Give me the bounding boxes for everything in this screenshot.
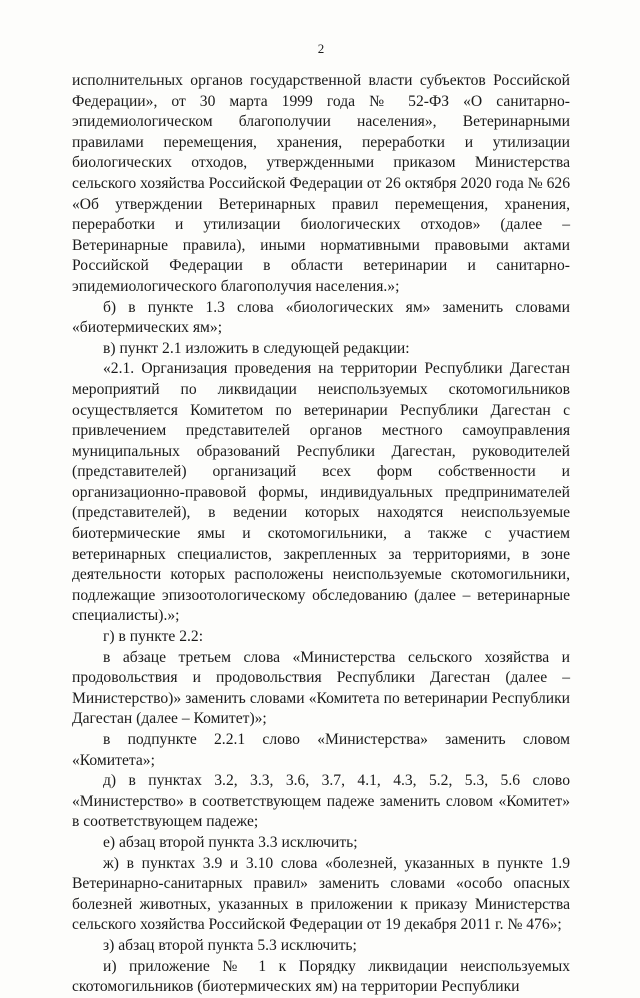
paragraph-item-z: з) абзац второй пункта 5.3 исключить; [103, 936, 357, 954]
paragraph-clause-2-1: «2.1. Организация проведения на территории Республики Дагестан мероприятий по ликвидации неиспользуемых скотомогильников осуществляется Комитетом по ветеринарии Республики Дагестан с привлечением представителей органов местного самоуправления муниципальных образований Республики Дагестан, руководителей (представителей) организаций всех форм собственности и организационно-правовой формы, индивидуальных предпринимателей (представителей), в ведении которых находятся неиспользуемые биотермические ямы и скотомогильники, а также с участием ветеринарных специалистов, закрепленных за территориями, в зоне деятельности которых расположены неиспользуемые скотомогильники, подлежащие эпизоотологическому обследованию (далее – ветеринарные специалисты).»; [72, 360, 570, 625]
paragraph-item-g-subclause: в подпункте 2.2.1 слово «Министерства» заменить словом «Комитета»; [72, 731, 570, 769]
document-body [72, 71, 570, 998]
paragraph-item-b: б) в пункте 1.3 слова «биологических ям» заменить словами «биотермических ям»; [72, 298, 570, 337]
page-number: 2 [317, 41, 325, 56]
paragraph-item-g: г) в пункте 2.2: [103, 628, 204, 646]
paragraph-item-zh: ж) в пунктах 3.9 и 3.10 слова «болезней, указанных в пункте 1.9 Ветеринарно-санитарных правил» заменить словами «особо опасных болезней животных, указанных в приложении к приказу Министерства сельского хозяйства Российской Федерации от 19 декабря 2011 г. № 476»; [72, 854, 570, 934]
paragraph-intro-continuation: исполнительных органов государственной власти субъектов Российской Федерации», от 30 марта 1999 года № 52-ФЗ «О санитарно-эпидемиологическом благополучии населения», Ветеринарными правилами перемещения, хранения, переработки и утилизации биологических отходов, утвержденными приказом Министерства сельского хозяйства Российской Федерации от 26 октября 2020 года № 626 «Об утверждении Ветеринарных правил перемещения, хранения, переработки и утилизации биологических отходов» (далее – Ветеринарные правила), иными нормативными правовыми актами Российской Федерации в области ветеринарии и санитарно-эпидемиологического благополучия населения.»; [72, 72, 570, 295]
paragraph-item-d: д) в пунктах 3.2, 3.3, 3.6, 3.7, 4.1, 4.3, 5.2, 5.3, 5.6 слово «Министерство» в соответствующем падеже заменить словом «Комитет» в соответствующем падеже; [72, 772, 570, 831]
paragraph-item-i: и) приложение № 1 к Порядку ликвидации неиспользуемых скотомогильников (биотермических ям) на территории Республики [72, 957, 570, 996]
paragraph-item-g-abzac: в абзаце третьем слова «Министерства сельского хозяйства и продовольствия и продовольствия Республики Дагестан (далее – Министерство)» заменить словами «Комитета по ветеринарии Республики Дагестан (далее – Комитет)»; [72, 648, 570, 728]
paragraph-item-v: в) пункт 2.1 изложить в следующей редакции: [103, 339, 410, 357]
paragraph-item-e: е) абзац второй пункта 3.3 исключить; [103, 833, 358, 851]
